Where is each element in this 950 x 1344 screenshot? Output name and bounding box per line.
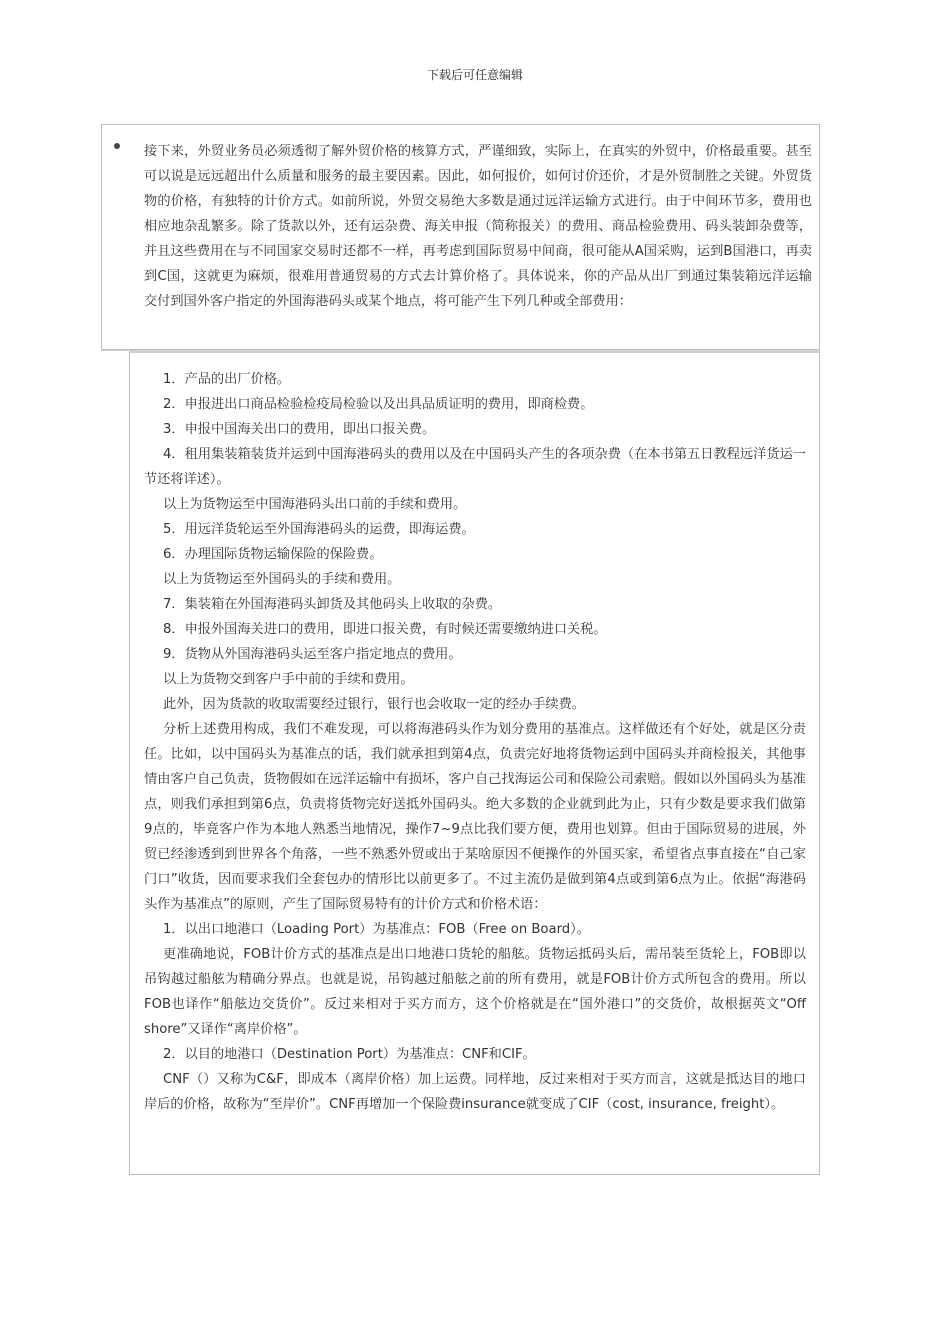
body-paragraph: 9．货物从外国海港码头运至客户指定地点的费用。 bbox=[163, 647, 462, 662]
bullet-dot-icon bbox=[114, 143, 120, 149]
body-paragraph: 8．申报外国海关进口的费用，即进口报关费，有时候还需要缴纳进口关税。 bbox=[163, 622, 607, 637]
intro-box bbox=[101, 124, 820, 350]
body-paragraph: 6．办理国际货物运输保险的保险费。 bbox=[163, 547, 383, 562]
body-paragraph: 7．集装箱在外国海港码头卸货及其他码头上收取的杂费。 bbox=[163, 597, 502, 612]
body-paragraph: 2．以目的地港口（Destination Port）为基准点：CNF和CIF。 bbox=[163, 1047, 536, 1062]
page-header: 下载后可任意编辑 bbox=[426, 68, 523, 82]
body-paragraph: 以上为货物运至外国码头的手续和费用。 bbox=[163, 572, 401, 587]
intro-paragraph: 接下来，外贸业务员必须透彻了解外贸价格的核算方式，严谨细致，实际上，在真实的外贸中，价格最重要。甚至可以说是远远超出什么质量和服务的最主要因素。因此，如何报价，如何讨价还价，才是外贸制胜之关键。外贸货物的价格，有独特的计价方式。如前所说，外贸交易绝大多数是通过远洋运输方式进行。由于中间环节多，费用也相应地杂乱繁多。除了货款以外，还有运杂费、海关申报（简称报关）的费用、商品检验费用、码头装卸杂费等，并且这些费用在与不同国家交易时还都不一样，再考虑到国际贸易中间商，很可能从A国采购，运到B国港口，再卖到C国，这就更为麻烦，很难用普通贸易的方式去计算价格了。具体说来，你的产品从出厂到通过集装箱远洋运输交付到国外客户指定的外国海港码头或某个地点，将可能产生下列几种或全部费用： bbox=[144, 144, 812, 309]
body-paragraph: 1．产品的出厂价格。 bbox=[163, 372, 291, 387]
body-paragraph: 此外，因为货款的收取需要经过银行，银行也会收取一定的经办手续费。 bbox=[163, 697, 585, 712]
body-paragraph: 3．申报中国海关出口的费用，即出口报关费。 bbox=[163, 422, 436, 437]
body-paragraph: CNF（）又称为C&F，即成本（离岸价格）加上运费。同样地，反过来相对于买方而言，这就是抵达目的地口岸后的价格，故称为“至岸价”。CNF再增加一个保险费insurance就变成了CIF（cost, insurance, freight）。 bbox=[144, 1072, 806, 1112]
body-paragraph: 更准确地说，FOB计价方式的基准点是出口地港口货轮的船舷。货物运抵码头后，需吊装至货轮上，FOB即以吊钩越过船舷为精确分界点。也就是说，吊钩越过船舷之前的所有费用，就是FOB计价方式所包含的费用。所以FOB也译作“船舷边交货价”。反过来相对于买方而方，这个价格就是在“国外港口”的交货价，故根据英文“Off shore”又译作“离岸价格”。 bbox=[144, 947, 806, 1037]
body-paragraph: 以上为货物运至中国海港码头出口前的手续和费用。 bbox=[163, 497, 467, 512]
body-paragraph: 以上为货物交到客户手中前的手续和费用。 bbox=[163, 672, 414, 687]
cost-list-content bbox=[144, 367, 806, 1117]
body-paragraph: 2．申报进出口商品检验检疫局检验以及出具品质证明的费用，即商检费。 bbox=[163, 397, 594, 412]
body-paragraph: 1．以出口地港口（Loading Port）为基准点：FOB（Free on Board）。 bbox=[163, 922, 590, 937]
cost-list-box bbox=[129, 351, 820, 1175]
body-paragraph: 4．租用集装箱装货并运到中国海港码头的费用以及在中国码头产生的各项杂费（在本书第五日教程远洋货运一节还将详述）。 bbox=[144, 447, 806, 487]
body-paragraph: 5．用远洋货轮运至外国海港码头的运费，即海运费。 bbox=[163, 522, 475, 537]
body-paragraph: 分析上述费用构成，我们不难发现，可以将海港码头作为划分费用的基准点。这样做还有个好处，就是区分责任。比如，以中国码头为基准点的话，我们就承担到第4点，负责完好地将货物运到中国码头并商检报关，其他事情由客户自己负责，货物假如在远洋运输中有损坏，客户自己找海运公司和保险公司索赔。假如以外国码头为基准点，则我们承担到第6点，负责将货物完好送抵外国码头。绝大多数的企业就到此为止，只有少数是要求我们做第9点的，毕竟客户作为本地人熟悉当地情况，操作7~9点比我们要方便，费用也划算。但由于国际贸易的进展，外贸已经渗透到到世界各个角落，一些不熟悉外贸或出于某啥原因不便操作的外国买家，希望省点事直接在“自己家门口”收货，因而要求我们全套包办的情形比以前更多了。不过主流仍是做到第4点或到第6点为止。依据“海港码头作为基准点”的原则，产生了国际贸易特有的计价方式和价格术语： bbox=[144, 722, 806, 912]
